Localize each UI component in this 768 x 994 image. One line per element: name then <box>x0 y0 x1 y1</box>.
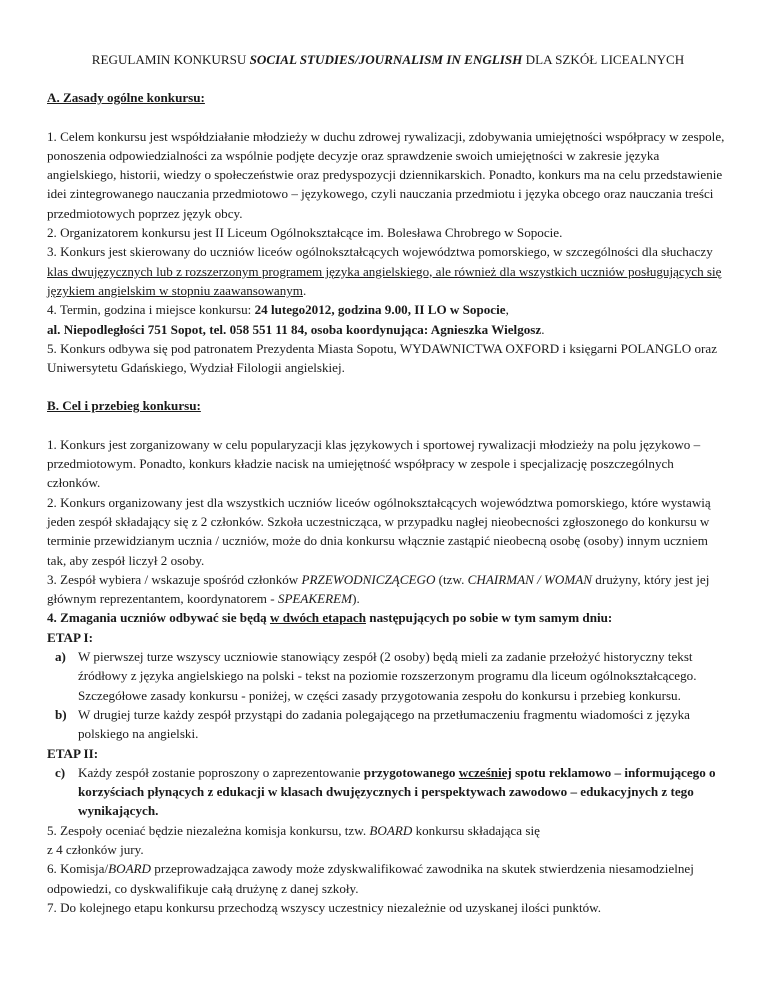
section-a-p4-label: 4. Termin, godzina i miejsce konkursu: <box>47 302 255 318</box>
section-b-paragraph-2: 2. Konkurs organizowany jest dla wszystkich uczniów liceów ogólnokształcących województwa pomorskiego, które wystawią jeden zespół składający się z 2 członków. Szkoła uczestnicząca, w przypadku nagłej nieobecności zgłoszonego do konkursu w terminie przewidzianym ucznia / uczniów, może do dnia konkursu włącznie zastąpić nieobecną osobę (osoby) innym uczniem tak, aby zespół liczył 2 osoby. <box>47 494 711 568</box>
document-title <box>47 50 729 69</box>
list-item-c-text <box>78 763 729 821</box>
section-b-p3-speaker: SPEAKEREM <box>277 591 353 607</box>
section-b-p5-text-2: konkursu składająca się <box>412 822 540 838</box>
section-b-paragraph-5 <box>47 821 729 860</box>
section-b-p4-underlined: w dwóch etapach <box>269 610 367 626</box>
section-b-paragraph-3 <box>47 570 729 609</box>
section-a-p3-text: 3. Konkurs jest skierowany do uczniów liceów ogólnokształcących województwa pomorskiego, w szczególności dla słuchaczy <box>47 244 713 260</box>
etap-2-heading: ETAP II: <box>47 745 99 761</box>
section-b-p6-text-2: przeprowadzająca zawody może zdyskwalifikować zawodnika na skutek stwierdzenia niesamodzielnej odpowiedzi, co dyskwalifikuje całą drużynę z danej szkoły. <box>47 861 694 896</box>
section-a-paragraph-5: 5. Konkurs odbywa się pod patronatem Prezydenta Miasta Sopotu, WYDAWNICTWA OXFORD i księgarni POLANGLO oraz Uniwersytetu Gdańskiego, Wydział Filologii angielskiej. <box>47 340 718 376</box>
section-b-p3-text: 3. Zespół wybiera / wskazuje spośród członków <box>47 571 302 587</box>
title-text-1: REGULAMIN KONKURSU <box>91 52 250 67</box>
list-item-a <box>47 647 729 705</box>
list-item-b-text: W drugiej turze każdy zespół przystąpi do zadania polegającego na przetłumaczeniu fragmentu wiadomości z języka polskiego na angielski. <box>78 706 690 742</box>
list-item-c-text-1: Każdy zespół zostanie poproszony o zaprezentowanie <box>78 764 364 780</box>
list-item-a-text: W pierwszej turze wszyscy uczniowie stanowiący zespół (2 osoby) będą mieli za zadanie przełożyć historyczny tekst źródłowy z języka angielskiego na polski - tekst na poziomie rozszerzonym programu dla liceum ogólnokształcącego. Szczegółowe zasady konkursu - poniżej, w części zasady przygotowania zespołu do konkursu i przebieg konkursu. <box>78 649 697 703</box>
section-a-p4-comma: , <box>505 302 509 318</box>
section-a-heading: A. Zasady ogólne konkursu: <box>47 90 205 106</box>
section-a-paragraph-4 <box>47 300 729 339</box>
section-b-p5-text: 5. Zespoły oceniać będzie niezależna komisja konkursu, tzw. <box>47 822 370 838</box>
etap-1-heading: ETAP I: <box>47 629 93 645</box>
section-b-p3-chairman-en: CHAIRMAN / WOMAN <box>467 571 593 587</box>
section-a-p4-end: . <box>541 321 545 337</box>
section-b-p6-text: 6. Komisja/ <box>47 861 109 877</box>
spacer <box>47 108 729 127</box>
section-b-p3-chairman-role: PRZEWODNICZĄCEGO <box>301 571 436 587</box>
list-item-c <box>47 763 729 821</box>
section-a-p4-date: 24 lutego2012, godzina 9.00, II LO w Sopocie <box>254 302 506 318</box>
title-contest-name: SOCIAL STUDIES/JOURNALISM IN ENGLISH <box>249 52 523 67</box>
section-a-p3-end: . <box>303 282 307 298</box>
list-item-a-label: a) <box>55 649 66 665</box>
title-text-3: DLA SZKÓŁ LICEALNYCH <box>522 52 685 67</box>
list-item-b-label: b) <box>55 706 67 722</box>
section-b-p5-board: BOARD <box>369 822 413 838</box>
list-item-c-label: c) <box>55 764 66 780</box>
spacer <box>47 69 729 88</box>
section-a-p3-underlined: klas dwujęzycznych lub z rozszerzonym programem języka angielskiego, ale również dla wszystkich uczniów posługujących się językiem angielskim w stopniu zaawansowanym <box>47 263 722 298</box>
section-b-p3-text-3: drużyny, który jest jej głównym reprezentantem, koordynatorem - <box>47 571 710 607</box>
section-b-paragraph-7: 7. Do kolejnego etapu konkursu przechodzą wszyscy uczestnicy niezależnie od uzyskanej ilości punktów. <box>47 899 602 915</box>
section-b-paragraph-6 <box>47 859 729 898</box>
section-a-p4-address: al. Niepodległości 751 Sopot, tel. 058 551 11 84, osoba koordynująca: Agnieszka Wielgosz <box>47 321 542 337</box>
section-b-paragraph-4 <box>47 608 729 627</box>
section-b-p6-board: BOARD <box>108 861 152 877</box>
document-page <box>47 50 729 917</box>
section-b-p4-text: 4. Zmagania uczniów odbywać sie będą <box>47 610 270 626</box>
section-b-p5-text-3: z 4 członków jury. <box>47 841 144 857</box>
section-a-paragraph-1: 1. Celem konkursu jest współdziałanie młodzieży w duchu zdrowej rywalizacji, zdobywania umiejętności współpracy w zespole, ponoszenia odpowiedzialności za wspólnie podjęte decyzje oraz sprawdzenie swoich umiejętności w zakresie języka angielskiego, historii, wiedzy o społeczeństwie oraz predyspozycji dziennikarskich. Ponadto, konkurs ma na celu przedstawienie idei zintegrowanego nauczania przedmiotowo – językowego, czyli nauczania przedmiotu i języka obcego oraz nauczania treści przedmiotowych poprzez język obcy. <box>47 128 725 221</box>
section-b-p4-text-2: następujących po sobie w tym samym dniu: <box>366 610 613 626</box>
list-item-c-bold-2: spotu reklamowo – informującego o korzyściach płynących z edukacji w klasach dwujęzycznych i perspektywach zawodowo – edukacyjnych z tego wynikających. <box>78 764 716 819</box>
section-b-heading: B. Cel i przebieg konkursu: <box>47 398 201 414</box>
section-b-paragraph-1: 1. Konkurs jest zorganizowany w celu popularyzacji klas językowych i sportowej rywalizacji młodzieży na polu językowo – przedmiotowym. Ponadto, konkurs kładzie nacisk na umiejętność współpracy w zespole i specjalizację poszczególnych członków. <box>47 436 701 491</box>
section-a-paragraph-3 <box>47 242 729 300</box>
section-b-p3-text-2: (tzw. <box>435 571 468 587</box>
section-b-p3-end: ). <box>352 591 360 607</box>
spacer <box>47 377 729 396</box>
list-item-b <box>47 705 729 744</box>
list-item-c-bold-1: przygotowanego <box>363 764 459 780</box>
list-item-c-underlined: wcześniej <box>458 764 512 780</box>
section-a-paragraph-2: 2. Organizatorem konkursu jest II Liceum Ogólnokształcące im. Bolesława Chrobrego w Sopocie. <box>47 225 563 241</box>
spacer <box>47 416 729 435</box>
